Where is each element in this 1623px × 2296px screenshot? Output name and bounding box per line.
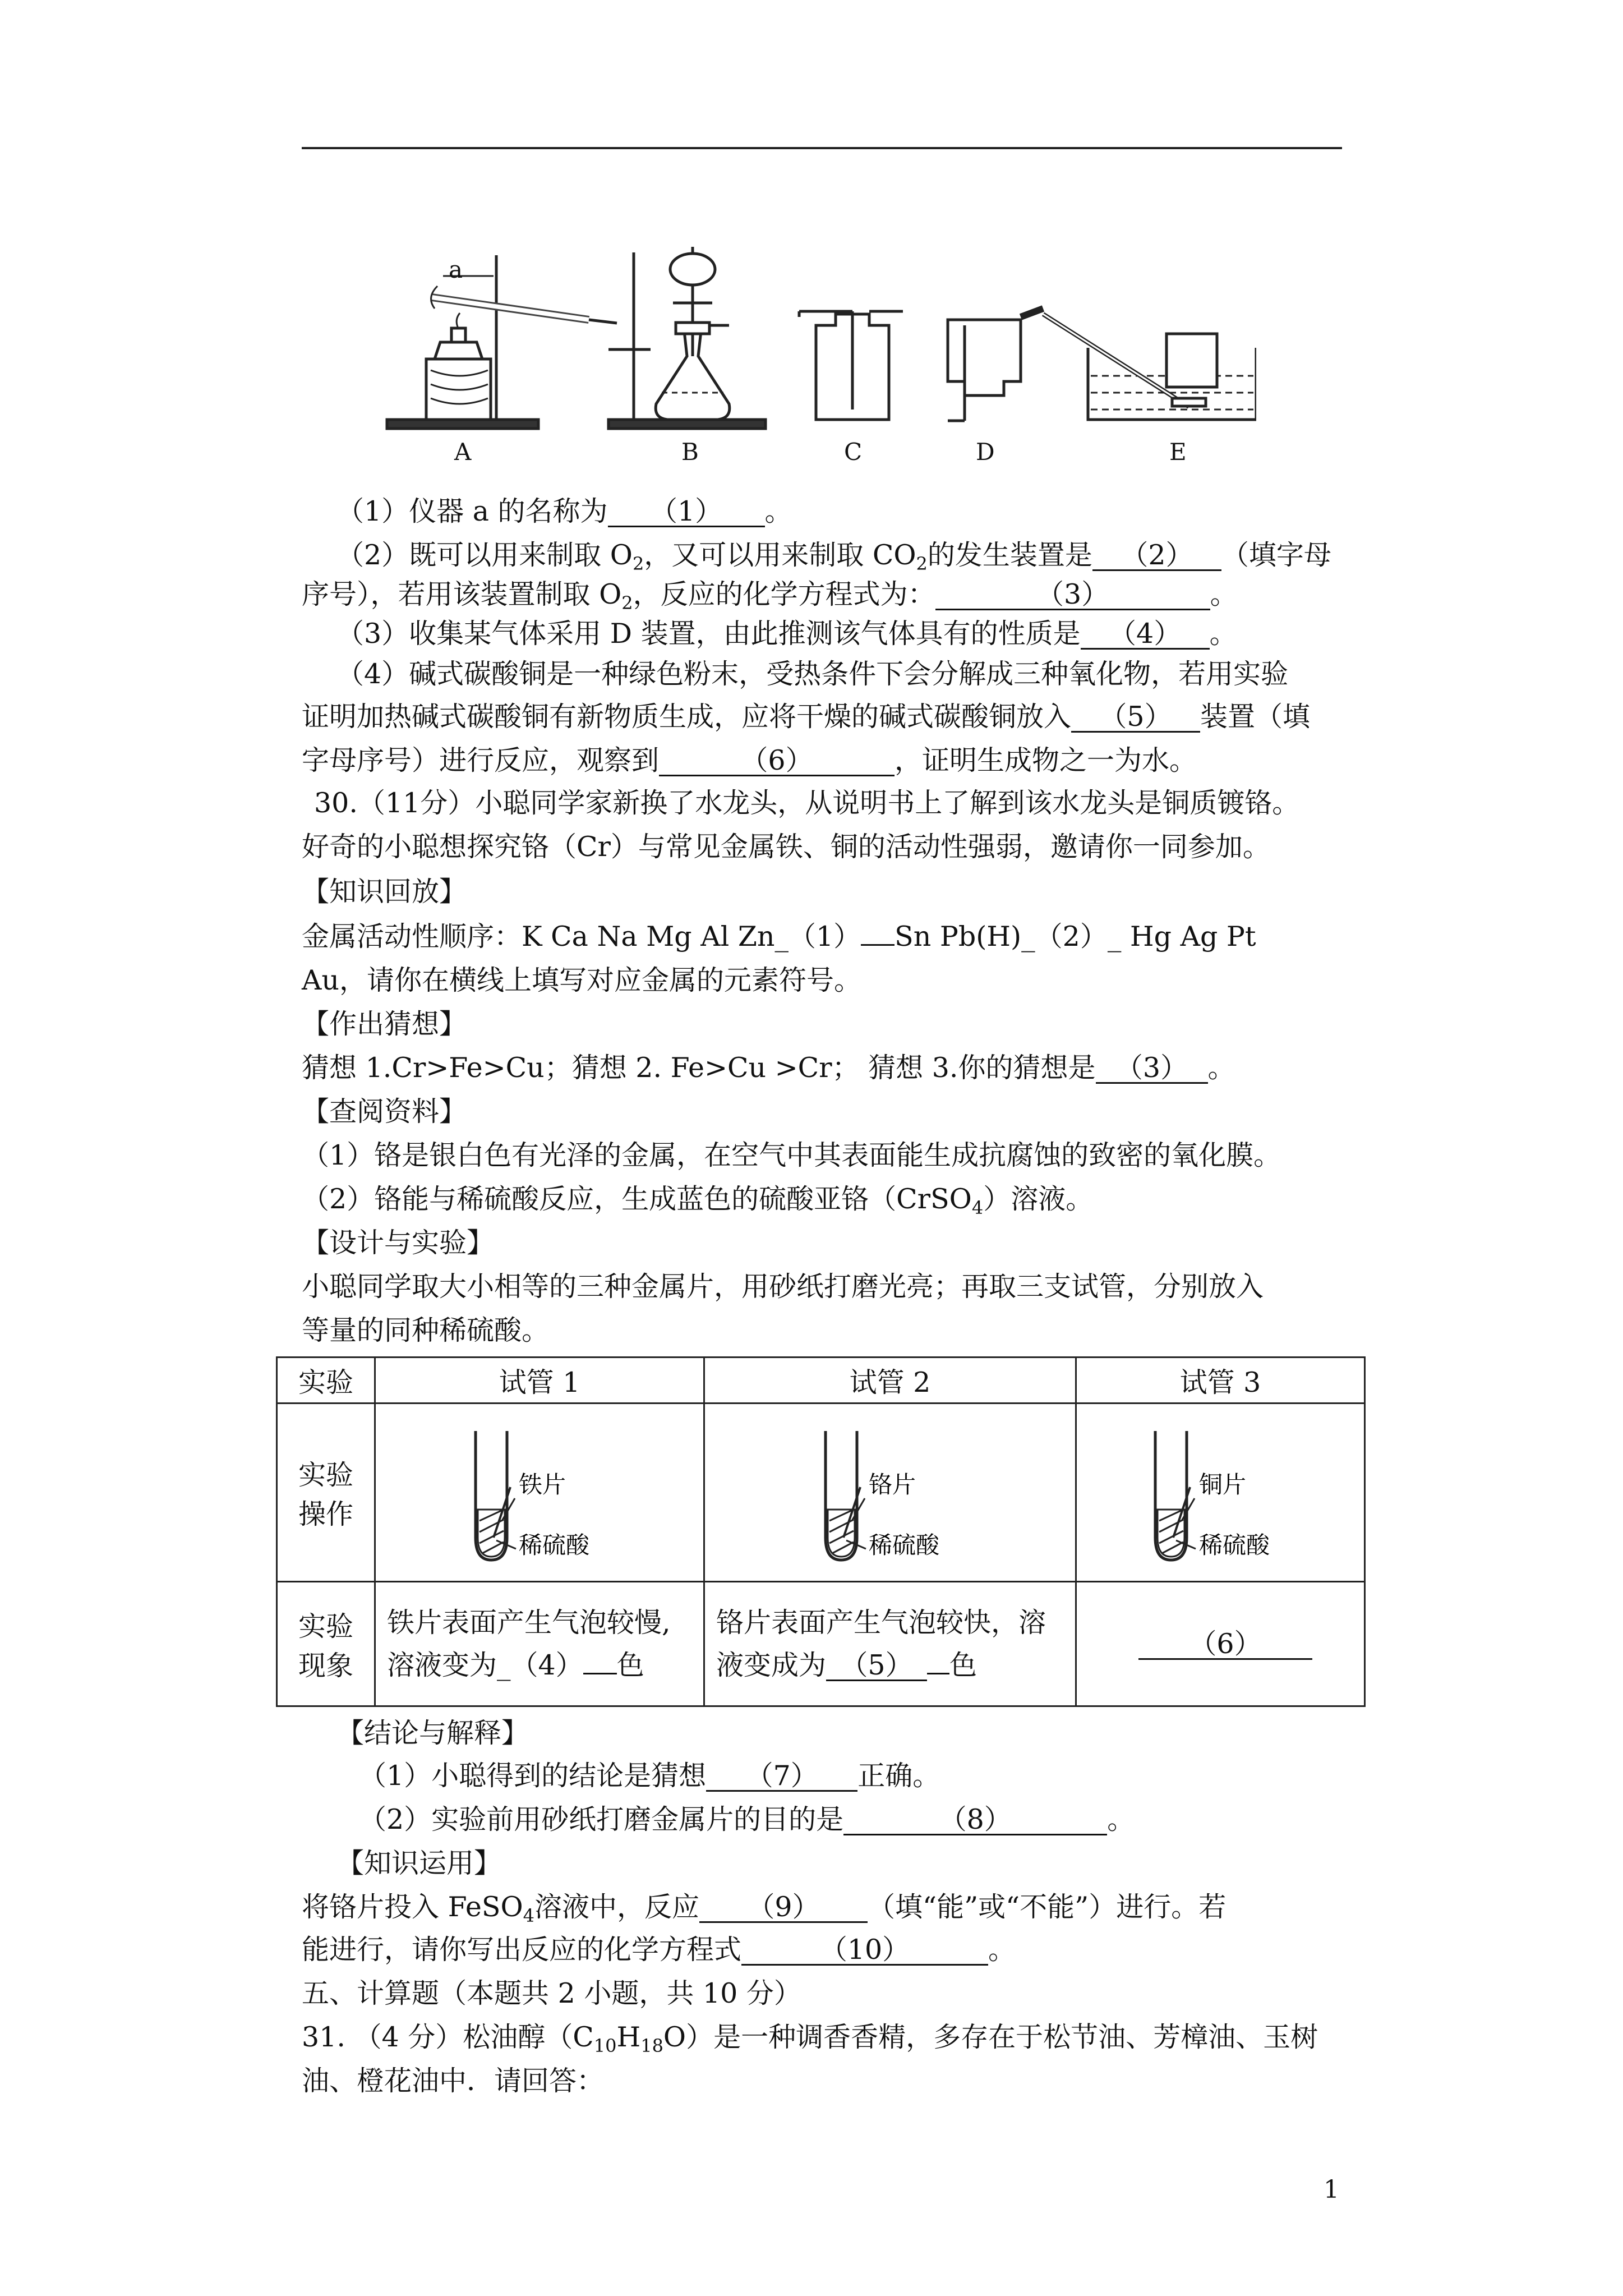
result-text-line2 [387, 1644, 703, 1687]
tube-2-metal-label: 铬片 [869, 1470, 916, 1498]
tube-2-cell [704, 1404, 1076, 1582]
page-number: 1 [1324, 2175, 1339, 2204]
q30-intro-line1: 30.（11分）小聪同学家新换了水龙头，从说明书上了解到该水龙头是铜质镀铬。 [314, 787, 1300, 819]
row-label-line: 实验 [298, 1610, 353, 1642]
q31-line1 [302, 2021, 1318, 2054]
q29-p2-text-b: ，又可以用来制取 CO [644, 539, 916, 571]
blank-sn[interactable] [861, 944, 895, 946]
conclusion-text: （1）小聪得到的结论是猜想 [359, 1760, 707, 1792]
blank-guess-3[interactable]: （3） [1096, 1054, 1208, 1084]
q29-p2b-end: 。 [1210, 578, 1238, 610]
header-rule [302, 147, 1342, 149]
result-text: 液变成为 [716, 1649, 827, 1681]
conclusion-end: 。 [1107, 1803, 1135, 1835]
apparatus-b [608, 247, 766, 429]
sub: 2 [621, 592, 633, 614]
q29-p1-text: （1）仪器 a 的名称为 [336, 495, 608, 527]
heading-knowledge-review: 【知识回放】 [302, 876, 467, 908]
blank-6[interactable]: （6） [659, 747, 895, 776]
header-cell: 试管 3 [1076, 1358, 1365, 1404]
guess-text: 猜想 1.Cr>Fe>Cu；猜想 2. Fe>Cu >Cr； 猜想 3.你的猜想是 [302, 1052, 1096, 1084]
blank-5-color[interactable]: （5） [826, 1651, 927, 1681]
q29-part1 [336, 495, 792, 528]
fig-label-d: D [976, 438, 995, 466]
heading-design: 【设计与实验】 [302, 1227, 495, 1259]
blank-4-color[interactable] [583, 1673, 617, 1674]
test-tube-3 [1077, 1409, 1364, 1577]
q29-p4c-text: 字母序号）进行反应，观察到 [302, 744, 660, 776]
q29-part3 [336, 617, 1237, 651]
order-text-c: Hg Ag Pt [1129, 921, 1256, 953]
apply-text: 将铬片投入 FeSO [302, 1891, 523, 1923]
tube-1-acid-label: 稀硫酸 [519, 1531, 590, 1559]
apply-text-b: 溶液中，反应 [534, 1891, 700, 1923]
conclusion-text: （2）实验前用砂纸打磨金属片的目的是 [359, 1803, 844, 1835]
blank-5[interactable]: （5） [1071, 703, 1200, 733]
blank-2[interactable]: （2） [1092, 541, 1221, 571]
blank-4[interactable]: （4） [1081, 620, 1210, 650]
q29-p4b-end: 装置（填 [1200, 701, 1311, 733]
guess-end: 。 [1207, 1052, 1235, 1084]
tube-2-acid-label: 稀硫酸 [869, 1531, 940, 1559]
row-label-line: 现象 [298, 1649, 353, 1682]
apply-end: 。 [988, 1934, 1016, 1966]
sub: 4 [971, 1197, 984, 1218]
q29-part4-line3 [302, 744, 1197, 777]
tube-1-result [375, 1582, 704, 1706]
conclusion-end: 正确。 [857, 1760, 940, 1792]
q29-p3-end: 。 [1209, 618, 1237, 650]
header-cell: 实验 [277, 1358, 375, 1404]
sub: 18 [640, 2035, 663, 2056]
reference-2 [302, 1182, 1093, 1216]
apparatus-d [948, 320, 1021, 421]
result-text: 溶液变为_（4） [387, 1649, 583, 1681]
design-line1: 小聪同学取大小相等的三种金属片，用砂纸打磨光亮；再取三支试管，分别放入 [302, 1271, 1264, 1303]
q29-p2-text-c: 的发生装置是 [927, 539, 1092, 571]
result-text: 色 [616, 1649, 644, 1681]
apparatus-figure [381, 213, 1256, 477]
q29-p3-text: （3）收集某气体采用 D 装置，由此推测该气体具有的性质是 [336, 618, 1081, 650]
tube-1-cell [375, 1404, 704, 1582]
fig-label-a: A [454, 438, 472, 466]
table-header-row [277, 1358, 1365, 1404]
q30-intro-line2: 好奇的小聪想探究铬（Cr）与常见金属铁、铜的活动性强弱，邀请你一同参加。 [302, 831, 1270, 863]
table-row-operation [277, 1404, 1365, 1582]
result-text: 色 [949, 1649, 978, 1681]
fig-label-e: E [1169, 438, 1187, 466]
order-text-b: Sn Pb(H)_（2）_ [895, 921, 1130, 953]
q29-part4-line1: （4）碱式碳酸铜是一种绿色粉末，受热条件下会分解成三种氧化物，若用实验 [336, 658, 1289, 690]
q29-part2-line1 [336, 539, 1331, 572]
activity-order-line1 [302, 920, 1256, 954]
header-cell: 试管 2 [704, 1358, 1076, 1404]
q29-p2b-text: 序号），若用该装置制取 O [302, 578, 622, 610]
conclusion-2 [359, 1803, 1135, 1837]
q29-p2-text: （2）既可以用来制取 O [336, 539, 633, 571]
conclusion-1 [359, 1759, 940, 1793]
heading-conclusion: 【结论与解释】 [336, 1717, 529, 1749]
tube-3-result [1076, 1582, 1365, 1706]
q29-p4b-text: 证明加热碱式碳酸铜有新物质生成，应将干燥的碱式碳酸铜放入 [302, 701, 1072, 733]
blank-5-extra [927, 1673, 949, 1674]
result-text-line2 [716, 1644, 1075, 1687]
tube-3-metal-label: 铜片 [1199, 1470, 1247, 1498]
q31-text: 31. （4 分）松油醇（C [302, 2021, 594, 2053]
table-row-phenomenon [277, 1582, 1365, 1706]
apply-text: 能进行，请你写出反应的化学方程式 [302, 1934, 742, 1966]
sub: 4 [523, 1905, 534, 1926]
q29-p1-end: 。 [764, 495, 792, 527]
q29-p2-text-d: （填字母 [1221, 539, 1331, 571]
section-5-heading: 五、计算题（本题共 2 小题，共 10 分） [302, 1977, 801, 2009]
tube-1-metal-label: 铁片 [519, 1470, 566, 1498]
blank-1[interactable]: （1） [608, 498, 765, 527]
q29-part4-line2 [302, 700, 1310, 734]
q31-line2: 油、橙花油中．请回答： [302, 2065, 605, 2097]
blank-10[interactable]: （10） [741, 1936, 988, 1966]
q29-p2b-text-b: ，反应的化学方程式为： [633, 578, 935, 610]
apparatus-a [387, 255, 617, 429]
blank-3[interactable]: （3） [935, 581, 1210, 610]
design-line2: 等量的同种稀硫酸。 [302, 1314, 550, 1346]
experiment-table [276, 1356, 1366, 1707]
q31-text-h: H [616, 2021, 641, 2053]
sub: 2 [632, 553, 644, 574]
header-cell: 试管 1 [375, 1358, 704, 1404]
q29-part2-line2 [302, 578, 1238, 614]
blank-8[interactable]: （8） [843, 1806, 1107, 1835]
ref2-end: ）溶液。 [983, 1183, 1094, 1215]
apparatus-c [799, 311, 903, 420]
q31-text-b: O）是一种调香香精，多存在于松节油、芳樟油、玉树 [663, 2021, 1318, 2053]
result-text: 铬片表面产生气泡较快，溶 [716, 1606, 1046, 1639]
sub: 2 [916, 553, 928, 574]
row-label-line: 实验 [298, 1458, 353, 1491]
apparatus-e [1021, 309, 1256, 420]
tube-3-cell [1076, 1404, 1365, 1582]
heading-reference: 【查阅资料】 [302, 1096, 467, 1128]
application-line1 [302, 1890, 1226, 1924]
apply-text-c: （填“能”或“不能”）进行。若 [868, 1891, 1227, 1923]
tube-2-result [704, 1582, 1076, 1706]
ref2-text: （2）铬能与稀硫酸反应，生成蓝色的硫酸亚铬（CrSO [302, 1183, 972, 1215]
blank-7[interactable]: （7） [706, 1762, 857, 1792]
application-line2 [302, 1933, 1016, 1967]
blank-6-result[interactable]: （6） [1138, 1630, 1312, 1660]
activity-order-line2: Au，请你在横线上填写对应金属的元素符号。 [302, 964, 861, 996]
heading-guess: 【作出猜想】 [302, 1008, 467, 1040]
row-label [277, 1404, 375, 1582]
result-text: 铁片表面产生气泡较慢, [387, 1606, 671, 1639]
fig-label-c: C [844, 438, 863, 466]
test-tube-1 [376, 1409, 703, 1577]
guess-line [302, 1051, 1235, 1085]
q29-p4c-end: ，证明生成物之一为水。 [895, 744, 1197, 776]
sub: 10 [593, 2035, 617, 2056]
tube-3-acid-label: 稀硫酸 [1199, 1531, 1270, 1559]
row-label [277, 1582, 375, 1706]
order-text: 金属活动性顺序：K Ca Na Mg Al Zn_（1） [302, 921, 861, 953]
fig-label-b: B [681, 438, 699, 466]
blank-9[interactable]: （9） [699, 1893, 868, 1923]
reference-1: （1）铬是银白色有光泽的金属，在空气中其表面能生成抗腐蚀的致密的氧化膜。 [302, 1139, 1281, 1171]
row-label-line: 操作 [298, 1498, 353, 1530]
label-a: a [449, 256, 463, 283]
test-tube-2 [705, 1409, 1075, 1577]
heading-application: 【知识运用】 [336, 1847, 502, 1879]
